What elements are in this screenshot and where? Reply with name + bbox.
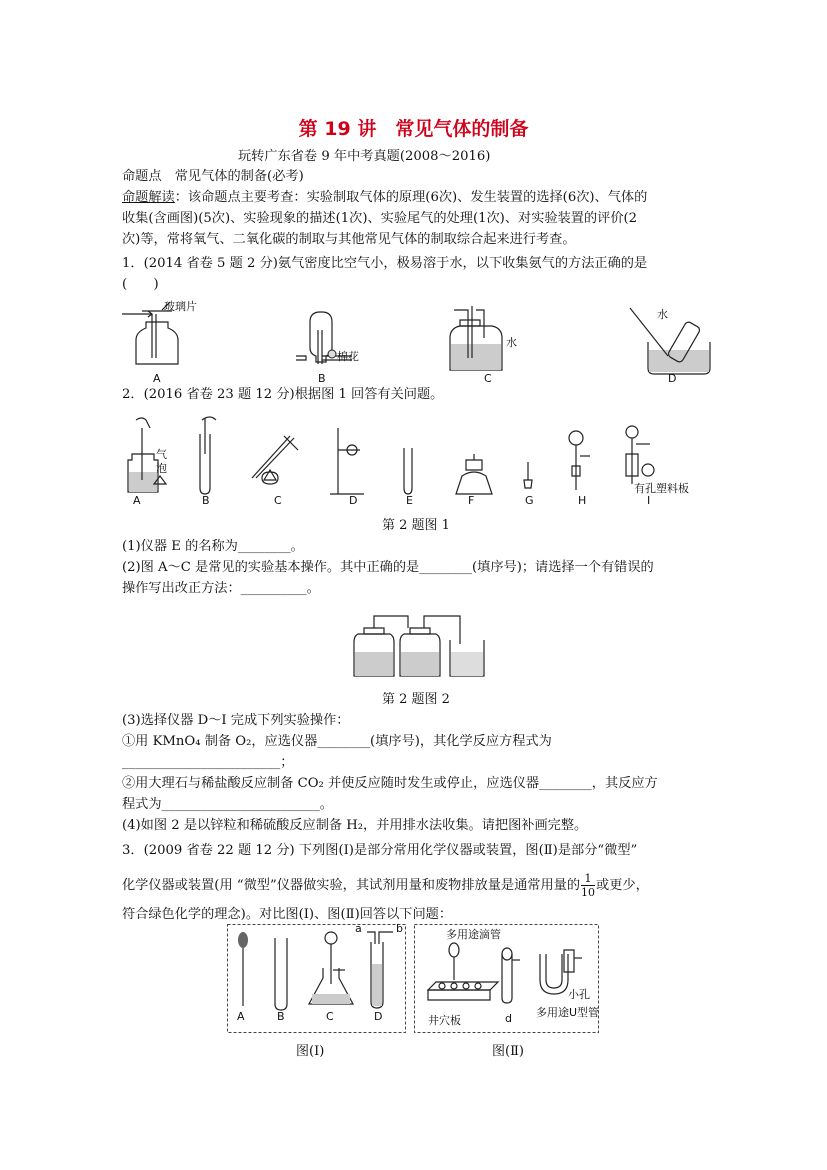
q3-stem-line1: 3．(2009 省卷 22 题 12 分) 下列图(Ⅰ)是部分常用化学仪器或装置，图(Ⅱ)是部分“微型”: [122, 843, 638, 858]
q2-apparatus-h: [569, 431, 590, 490]
q2-part-3b-line1: ②用大理石与稀盐酸反应制备 CO₂ 并使反应随时发生或停止，应选仪器________，其反应方: [122, 776, 658, 791]
q3-fig1-test-tube: [275, 938, 287, 1010]
q2-apparatus-c: [252, 436, 298, 484]
q2-figure-1-caption: 第 2 题图 1: [382, 518, 450, 533]
q2-letter-h: H: [578, 494, 587, 507]
q2-apparatus-e: [404, 448, 412, 494]
page-title: 第 19 讲 常见气体的制备: [298, 118, 529, 140]
q2-apparatus-f: [456, 454, 492, 494]
q2-fig2-beaker: [450, 640, 484, 676]
q2-letter-b: B: [202, 494, 210, 507]
q2-part-3a-line2: ________________________；: [122, 755, 294, 770]
topic-heading: 命题点 常见气体的制备(必考): [122, 169, 304, 184]
q3-fig1-letter-b: B: [277, 1010, 285, 1023]
q3-fig2-well-plate: [428, 982, 498, 1000]
q2-letter-f: F: [468, 494, 475, 507]
q2-part-1: (1)仪器 E 的名称为________。: [122, 539, 304, 554]
q3-fig2-label-well: 井穴板: [428, 1014, 461, 1027]
q2-apparatus-b: [200, 417, 216, 494]
q2-letter-e: E: [406, 494, 413, 507]
intro-label: 命题解读: [122, 190, 175, 205]
q1-label-water-c: 水: [506, 336, 517, 349]
q3-fig1-dropper: [238, 932, 248, 1006]
q1-letter-a: A: [153, 372, 161, 385]
q3-fig1-letter-a: A: [237, 1010, 245, 1023]
q2-letter-d: D: [349, 494, 358, 507]
q1-answer-bracket: ( ): [122, 277, 159, 292]
q2-label-bubble-1: 气: [156, 448, 167, 461]
q2-letter-g: G: [525, 494, 534, 507]
q1-label-water-d: 水: [657, 308, 668, 321]
one-tenth-fraction: $\frac{1}{10}$: [581, 872, 596, 899]
q2-figure-2: [350, 604, 510, 680]
q1-letter-d: D: [668, 372, 677, 385]
q3-fig1-label-a: a: [355, 922, 362, 935]
q3-fig2-dropper: [449, 943, 459, 980]
q3-fig1-letter-d: D: [374, 1010, 383, 1023]
q2-letter-a: A: [133, 494, 141, 507]
q2-apparatus-d: [330, 428, 364, 494]
q2-stem: 2．(2016 省卷 23 题 12 分)根据图 1 回答有关问题。: [122, 387, 444, 402]
q3-fig1-flask: [309, 932, 353, 1004]
q3-figure-2-caption: 图(Ⅱ): [492, 1044, 524, 1059]
intro-line-2: 收集(含画图)(5次)、实验现象的描述(1次)、实验尾气的处理(1次)、对实验装置的评价(2: [122, 211, 638, 226]
q2-figure-2-caption: 第 2 题图 2: [382, 692, 450, 707]
q3-fig1-label-b: b: [396, 922, 403, 935]
intro-line-3: 次)等，常将氧气、二氧化碳的制取与其他常见气体的制取综合起来进行考查。: [122, 232, 576, 247]
q2-part-4: (4)如图 2 是以锌粒和稀硫酸反应制备 H₂，并用排水法收集。请把图补画完整。: [122, 818, 588, 833]
q2-figure-1: [120, 414, 720, 500]
q3-fig1-tube-apparatus: [367, 932, 393, 1008]
q1-label-cotton: 棉花: [337, 350, 359, 363]
q2-part-2b: 操作写出改正方法：__________。: [122, 581, 320, 596]
q2-label-bubble-2: 泡: [156, 462, 167, 475]
intro-line-1: 命题解读：该命题点主要考查：实验制取气体的原理(6次)、发生装置的选择(6次)、气体的: [122, 190, 648, 205]
q3-figure-1-caption: 图(Ⅰ): [296, 1044, 325, 1059]
q1-stem: 1．(2014 省卷 5 题 2 分)氨气密度比空气小，极易溶于水，以下收集氨气的方法正确的是: [122, 256, 648, 271]
q3-fig2-tube-d: [502, 948, 520, 1003]
q3-stem-line3: 符合绿色化学的理念)。对比图(Ⅰ)、图(Ⅱ)回答以下问题：: [122, 907, 453, 922]
subtitle: 玩转广东省卷 9 年中考真题(2008～2016): [238, 149, 491, 164]
q2-part-2a: (2)图 A～C 是常见的实验基本操作。其中正确的是________(填序号)；请选择一个有错误的: [122, 560, 654, 575]
q3-fig2-label-u: 多用途U型管: [536, 1006, 600, 1019]
q3-fig2-label-dropper: 多用途滴管: [446, 928, 501, 941]
q3-fig2-label-hole: 小孔: [568, 988, 590, 1001]
q2-apparatus-i: [626, 426, 654, 484]
q2-part-3: (3)选择仪器 D～I 完成下列实验操作：: [122, 713, 350, 728]
q1-label-glass: 玻璃片: [164, 300, 197, 313]
q1-letter-b: B: [318, 372, 326, 385]
q1-figure: [120, 298, 710, 386]
q2-part-3a-line1: ①用 KMnO₄ 制备 O₂，应选仪器________(填序号)，其化学反应方程式为: [122, 734, 552, 749]
q1-apparatus-d: [630, 308, 710, 374]
q2-label-plate: 有孔塑料板: [634, 482, 689, 495]
q1-apparatus-c: [450, 306, 502, 370]
q3-stem-line2: 化学仪器或装置(用 “微型”仪器做实验，其试剂用量和废物排放量是通常用量的 $\frac{1}{10}$ 或更少，: [122, 872, 649, 899]
q2-apparatus-g: [524, 462, 532, 488]
q3-fig2-label-d: d: [505, 1012, 512, 1025]
q2-part-3b-line2: 程式为________________________。: [122, 797, 333, 812]
q1-letter-c: C: [484, 372, 492, 385]
q2-letter-i: I: [647, 494, 651, 507]
q3-fig1-letter-c: C: [326, 1010, 334, 1023]
q2-letter-c: C: [274, 494, 282, 507]
